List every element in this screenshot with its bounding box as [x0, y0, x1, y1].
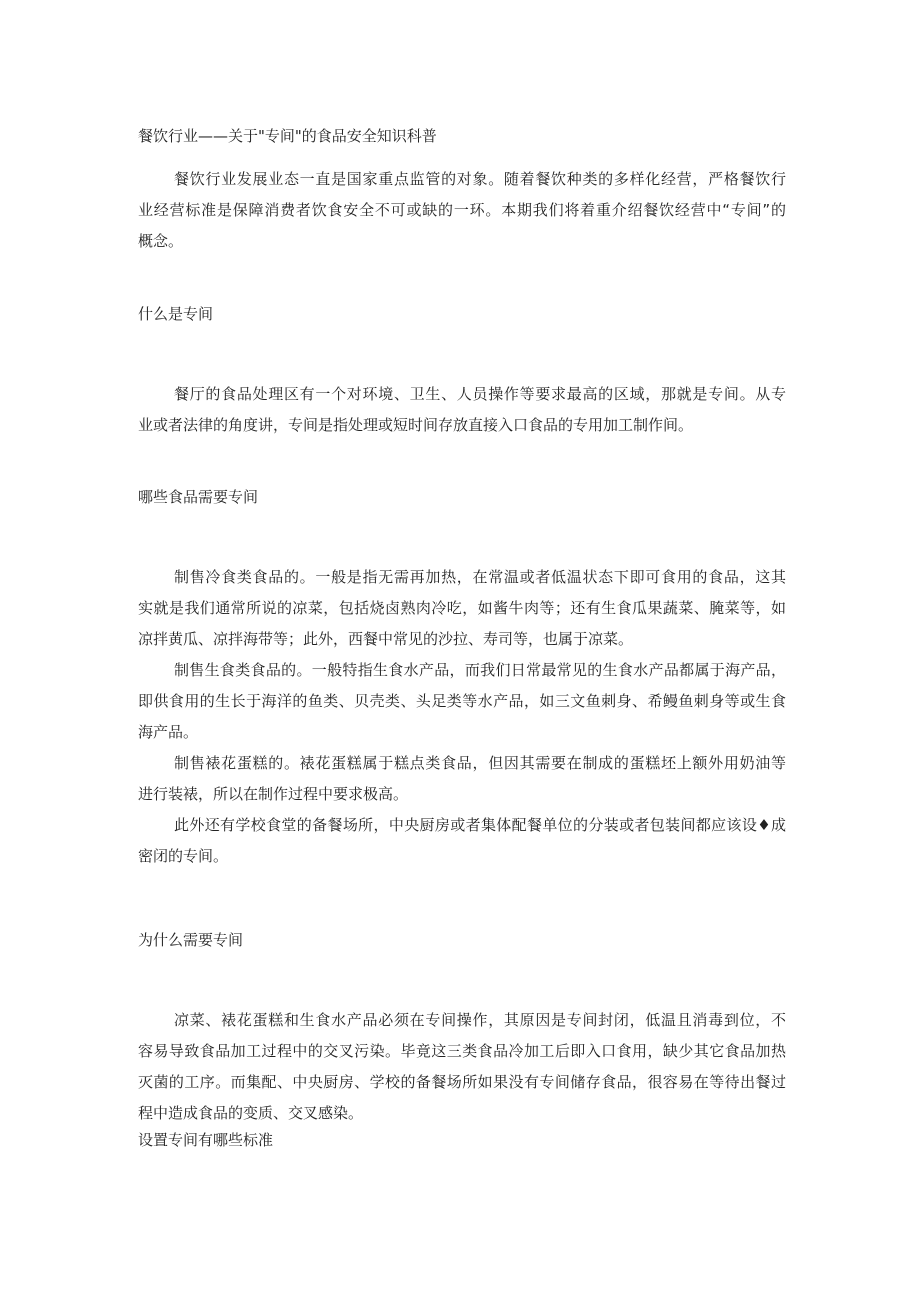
paragraph-line: 进行装裱，所以在制作过程中要求极高。 [138, 785, 409, 803]
section-heading-which-foods: 哪些食品需要专间 [138, 488, 259, 506]
intro-paragraph [138, 164, 786, 257]
paragraph-line: 概念。 [138, 232, 184, 250]
section-paragraph [138, 1005, 786, 1129]
paragraph-line: 制售冷食类食品的。一般是指无需再加热，在常温或者低温状态下即可食用的食品，这其 [174, 568, 786, 586]
paragraph-line: 实就是我们通常所说的凉菜，包括烧卤熟肉冷吃，如酱牛肉等；还有生食瓜果蔬菜、腌菜等，如 [138, 599, 786, 617]
paragraph-line: 程中造成食品的变质、交叉感染。 [138, 1104, 364, 1122]
section-paragraph [138, 379, 786, 441]
paragraph-line: 业或者法律的角度讲，专间是指处理或短时间存放直接入口食品的专用加工制作间。 [138, 416, 694, 434]
section-heading-standards: 设置专间有哪些标准 [138, 1131, 274, 1149]
paragraph-line: 餐厅的食品处理区有一个对环境、卫生、人员操作等要求最高的区域，那就是专间。从专 [174, 385, 786, 403]
paragraph-line: 海产品。 [138, 723, 199, 741]
section-heading-what-is: 什么是专间 [138, 305, 214, 323]
paragraph-line: 餐饮行业发展业态一直是国家重点监管的对象。随着餐饮种类的多样化经营，严格餐饮行 [174, 170, 786, 188]
document-title: 餐饮行业——关于"专间"的食品安全知识科普 [138, 127, 437, 145]
paragraph-line: 密闭的专间。 [138, 847, 229, 865]
paragraph-line: 此外还有学校食堂的备餐场所，中央厨房或者集体配餐单位的分装或者包装间都应该设♦成 [174, 816, 786, 834]
paragraph-line: 灭菌的工序。而集配、中央厨房、学校的备餐场所如果没有专间储存食品，很容易在等待出餐过 [138, 1073, 786, 1091]
paragraph-line: 制售裱花蛋糕的。裱花蛋糕属于糕点类食品，但因其需要在制成的蛋糕坯上额外用奶油等 [174, 754, 786, 772]
paragraph-line: 业经营标准是保障消费者饮食安全不可或缺的一环。本期我们将着重介绍餐饮经营中“专间”的 [138, 201, 786, 219]
paragraph-line: 容易导致食品加工过程中的交叉污染。毕竟这三类食品冷加工后即入口食用，缺少其它食品加热 [138, 1042, 786, 1060]
paragraph-line: 制售生食类食品的。一般特指生食水产品，而我们日常最常见的生食水产品都属于海产品， [174, 661, 786, 679]
paragraph-line: 凉菜、裱花蛋糕和生食水产品必须在专间操作，其原因是专间封闭，低温且消毒到位，不 [174, 1011, 786, 1029]
section-heading-why-needed: 为什么需要专间 [138, 931, 244, 949]
paragraph-line: 即供食用的生长于海洋的鱼类、贝壳类、头足类等水产品，如三文鱼刺身、希鳗鱼刺身等或生食 [138, 692, 786, 710]
paragraph-line: 凉拌黄瓜、凉拌海带等；此外，西餐中常见的沙拉、寿司等，也属于凉菜。 [138, 630, 634, 648]
section-paragraph [138, 562, 786, 872]
